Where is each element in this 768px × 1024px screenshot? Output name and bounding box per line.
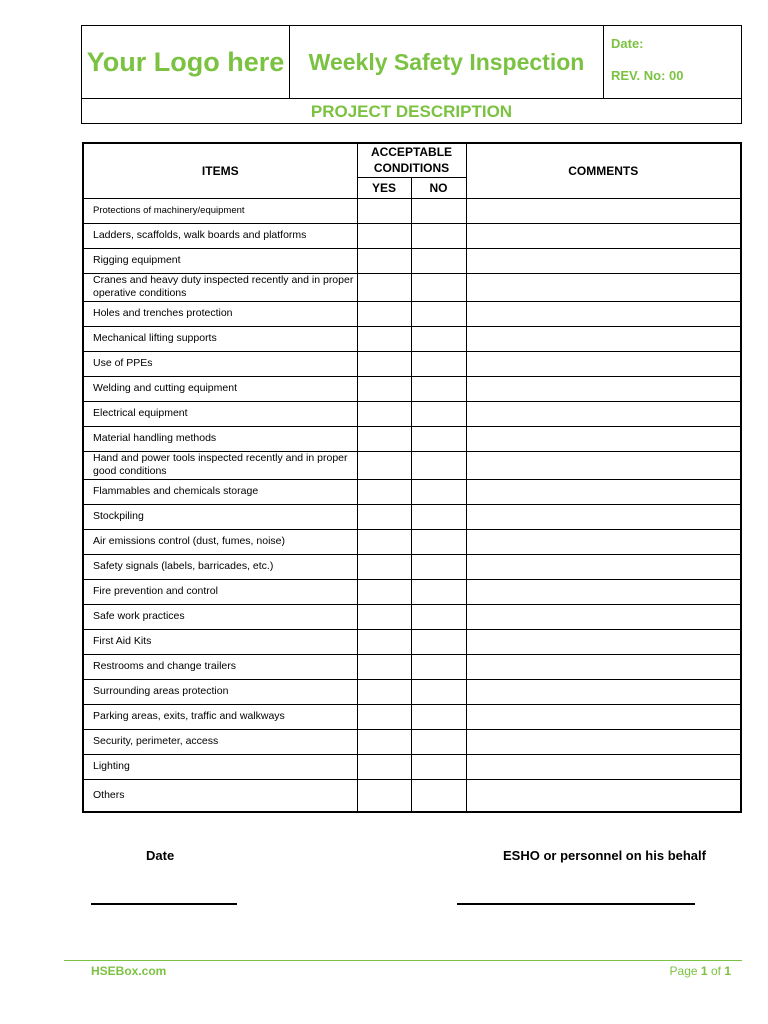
yes-cell[interactable] <box>357 729 411 754</box>
table-row <box>83 351 741 376</box>
no-header: NO <box>411 177 466 198</box>
no-cell[interactable] <box>411 679 466 704</box>
no-cell[interactable] <box>411 779 466 812</box>
no-cell[interactable] <box>411 604 466 629</box>
no-cell[interactable] <box>411 579 466 604</box>
no-cell[interactable] <box>411 198 466 223</box>
no-cell[interactable] <box>411 451 466 479</box>
no-cell[interactable] <box>411 273 466 301</box>
yes-cell[interactable] <box>357 654 411 679</box>
signature-esho-label: ESHO or personnel on his behalf <box>503 848 706 863</box>
comment-cell[interactable] <box>466 604 741 629</box>
table-row <box>83 704 741 729</box>
yes-cell[interactable] <box>357 579 411 604</box>
comment-cell[interactable] <box>466 479 741 504</box>
no-cell[interactable] <box>411 529 466 554</box>
footer-site: HSEBox.com <box>91 964 167 978</box>
yes-cell[interactable] <box>357 248 411 273</box>
comment-cell[interactable] <box>466 729 741 754</box>
table-row <box>83 679 741 704</box>
table-row <box>83 273 741 301</box>
inspection-item: Ladders, scaffolds, walk boards and platforms <box>83 223 357 248</box>
yes-cell[interactable] <box>357 351 411 376</box>
page-prefix: Page <box>669 964 698 978</box>
footer-divider <box>64 960 742 961</box>
esho-signature-line[interactable] <box>457 903 695 905</box>
inspection-item: Parking areas, exits, traffic and walkways <box>83 704 357 729</box>
inspection-table <box>82 142 742 813</box>
inspection-item: Flammables and chemicals storage <box>83 479 357 504</box>
comment-cell[interactable] <box>466 679 741 704</box>
yes-cell[interactable] <box>357 604 411 629</box>
date-signature-line[interactable] <box>91 903 237 905</box>
comment-cell[interactable] <box>466 754 741 779</box>
no-cell[interactable] <box>411 351 466 376</box>
yes-cell[interactable] <box>357 779 411 812</box>
table-row <box>83 654 741 679</box>
table-row <box>83 451 741 479</box>
comment-cell[interactable] <box>466 376 741 401</box>
comment-cell[interactable] <box>466 223 741 248</box>
inspection-item: Material handling methods <box>83 426 357 451</box>
inspection-item: Security, perimeter, access <box>83 729 357 754</box>
inspection-item: Protections of machinery/equipment <box>83 198 357 223</box>
no-cell[interactable] <box>411 629 466 654</box>
no-cell[interactable] <box>411 301 466 326</box>
yes-cell[interactable] <box>357 376 411 401</box>
no-cell[interactable] <box>411 729 466 754</box>
no-cell[interactable] <box>411 754 466 779</box>
table-row <box>83 579 741 604</box>
yes-cell[interactable] <box>357 754 411 779</box>
no-cell[interactable] <box>411 401 466 426</box>
comment-cell[interactable] <box>466 579 741 604</box>
yes-cell[interactable] <box>357 504 411 529</box>
comment-cell[interactable] <box>466 654 741 679</box>
yes-cell[interactable] <box>357 704 411 729</box>
inspection-item: First Aid Kits <box>83 629 357 654</box>
yes-cell[interactable] <box>357 326 411 351</box>
no-cell[interactable] <box>411 554 466 579</box>
yes-cell[interactable] <box>357 479 411 504</box>
table-row <box>83 779 741 812</box>
document-title: Weekly Safety Inspection <box>308 48 585 75</box>
table-row <box>83 223 741 248</box>
inspection-item: Hand and power tools inspected recently and in proper good conditions <box>83 451 357 479</box>
yes-cell[interactable] <box>357 273 411 301</box>
items-header: ITEMS <box>83 143 357 198</box>
inspection-item: Safety signals (labels, barricades, etc.) <box>83 554 357 579</box>
yes-cell[interactable] <box>357 401 411 426</box>
comment-cell[interactable] <box>466 451 741 479</box>
no-cell[interactable] <box>411 704 466 729</box>
comment-cell[interactable] <box>466 248 741 273</box>
comment-cell[interactable] <box>466 779 741 812</box>
comment-cell[interactable] <box>466 326 741 351</box>
yes-cell[interactable] <box>357 529 411 554</box>
inspection-item: Holes and trenches protection <box>83 301 357 326</box>
signature-date-label: Date <box>146 848 175 863</box>
date-label: Date: <box>611 36 644 51</box>
table-row <box>83 401 741 426</box>
inspection-item: Lighting <box>83 754 357 779</box>
header-block <box>81 25 742 124</box>
inspection-item: Air emissions control (dust, fumes, noise) <box>83 529 357 554</box>
table-row <box>83 326 741 351</box>
inspection-item: Others <box>83 779 357 812</box>
comment-cell[interactable] <box>466 401 741 426</box>
logo-placeholder: Your Logo here <box>86 46 285 77</box>
table-row <box>83 504 741 529</box>
yes-cell[interactable] <box>357 301 411 326</box>
table-row <box>83 529 741 554</box>
comment-cell[interactable] <box>466 554 741 579</box>
table-row <box>83 729 741 754</box>
comment-cell[interactable] <box>466 504 741 529</box>
yes-cell[interactable] <box>357 629 411 654</box>
comment-cell[interactable] <box>466 426 741 451</box>
table-row <box>83 198 741 223</box>
table-row <box>83 376 741 401</box>
inspection-item: Fire prevention and control <box>83 579 357 604</box>
table-row <box>83 604 741 629</box>
comment-cell[interactable] <box>466 351 741 376</box>
yes-cell[interactable] <box>357 223 411 248</box>
no-cell[interactable] <box>411 376 466 401</box>
no-cell[interactable] <box>411 654 466 679</box>
comment-cell[interactable] <box>466 198 741 223</box>
inspection-item: Stockpiling <box>83 504 357 529</box>
yes-cell[interactable] <box>357 451 411 479</box>
comment-cell[interactable] <box>466 629 741 654</box>
table-row <box>83 301 741 326</box>
acceptable-conditions-header: ACCEPTABLE CONDITIONS <box>357 143 466 177</box>
inspection-item: Restrooms and change trailers <box>83 654 357 679</box>
yes-header: YES <box>357 177 411 198</box>
inspection-item: Cranes and heavy duty inspected recently and in proper operative conditions <box>83 273 357 301</box>
yes-cell[interactable] <box>357 679 411 704</box>
comment-cell[interactable] <box>466 529 741 554</box>
inspection-item: Rigging equipment <box>83 248 357 273</box>
comment-cell[interactable] <box>466 301 741 326</box>
project-description: PROJECT DESCRIPTION <box>310 101 513 121</box>
no-cell[interactable] <box>411 326 466 351</box>
no-cell[interactable] <box>411 504 466 529</box>
table-row <box>83 479 741 504</box>
yes-cell[interactable] <box>357 426 411 451</box>
page-of: of <box>710 964 721 978</box>
no-cell[interactable] <box>411 479 466 504</box>
table-row <box>83 554 741 579</box>
inspection-item: Surrounding areas protection <box>83 679 357 704</box>
revision-label: REV. No: 00 <box>611 68 684 83</box>
comments-header: COMMENTS <box>466 143 741 198</box>
inspection-item: Electrical equipment <box>83 401 357 426</box>
inspection-item: Welding and cutting equipment <box>83 376 357 401</box>
page-total: 1 <box>724 964 731 978</box>
inspection-item: Safe work practices <box>83 604 357 629</box>
table-row <box>83 629 741 654</box>
no-cell[interactable] <box>411 426 466 451</box>
comment-cell[interactable] <box>466 704 741 729</box>
table-row <box>83 754 741 779</box>
page-current: 1 <box>700 964 708 978</box>
comment-cell[interactable] <box>466 273 741 301</box>
table-row <box>83 426 741 451</box>
no-cell[interactable] <box>411 248 466 273</box>
inspection-item: Use of PPEs <box>83 351 357 376</box>
footer-page-number <box>670 964 731 978</box>
table-row <box>83 248 741 273</box>
yes-cell[interactable] <box>357 554 411 579</box>
inspection-item: Mechanical lifting supports <box>83 326 357 351</box>
yes-cell[interactable] <box>357 198 411 223</box>
no-cell[interactable] <box>411 223 466 248</box>
